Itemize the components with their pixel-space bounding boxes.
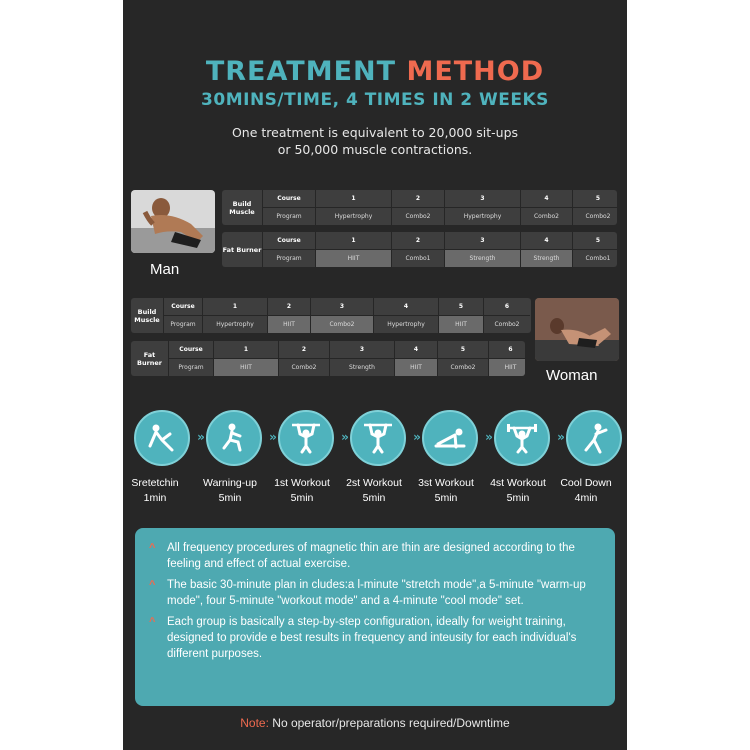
table-cell: 4	[521, 232, 572, 250]
title-part2: METHOD	[406, 56, 545, 87]
chevron-right-icon: »	[485, 430, 493, 444]
woman-build-muscle-table	[131, 298, 531, 333]
table-cell: 1	[214, 341, 278, 359]
table-cell: 4	[374, 298, 438, 316]
footer-text: No operator/preparations required/Downtime	[268, 716, 510, 730]
notes-panel	[135, 528, 615, 706]
title	[123, 56, 627, 87]
chevron-right-icon: »	[269, 430, 277, 444]
subtitle: 30MINS/TIME, 4 TIMES IN 2 WEEKS	[201, 90, 549, 110]
table-cell: Strength	[349, 364, 375, 371]
table-cell: HIIT	[316, 250, 391, 267]
table-cell: Program	[276, 255, 302, 262]
step-label	[267, 476, 337, 506]
stretch-icon	[134, 410, 190, 466]
table-cell: Combo1	[585, 255, 611, 262]
step-time: 5min	[506, 492, 530, 504]
table-cell: 1	[203, 298, 267, 316]
table-cell: Program	[170, 321, 196, 328]
title-part1: TREATMENT	[205, 56, 407, 87]
table-cell: HIIT	[395, 359, 437, 376]
step-name: 2st Workout	[346, 477, 402, 489]
table-cell: 4	[521, 190, 572, 208]
step-label	[483, 476, 553, 506]
table-row-label: Fat Burner	[222, 232, 263, 267]
step-label	[339, 476, 409, 506]
table-cell: 5	[439, 298, 483, 316]
man-photo	[131, 190, 215, 253]
chevron-right-icon: »	[341, 430, 349, 444]
chevron-right-icon: »	[557, 430, 565, 444]
table-cell: 6	[489, 341, 525, 359]
workout-steps	[131, 410, 619, 470]
table-cell: Combo2	[291, 364, 317, 371]
note-text: All frequency procedures of magnetic thin are thin are designed according to the feeling and effect of actual exercise.	[167, 542, 575, 570]
step-time: 4min	[574, 492, 598, 504]
table-row-label: Build Muscle	[131, 298, 164, 333]
table-cell: 5	[438, 341, 488, 359]
intro-line2: or 50,000 muscle contractions.	[277, 142, 473, 157]
table-cell: 3	[445, 190, 520, 208]
table-cell: 2	[268, 298, 310, 316]
table-cell: Strength	[445, 250, 520, 267]
barbell-icon	[494, 410, 550, 466]
table-cell: Hypertrophy	[334, 213, 373, 220]
table-cell: Hypertrophy	[463, 213, 502, 220]
chevron-right-icon: »	[197, 430, 205, 444]
table-cell: Hypertrophy	[387, 321, 425, 328]
table-cell: Combo2	[533, 213, 559, 220]
man-fat-burner-table	[222, 232, 617, 267]
table-cell: 3	[330, 341, 394, 359]
woman-fat-burner-table	[131, 341, 525, 376]
list-item	[149, 577, 601, 609]
woman-photo	[535, 298, 619, 361]
man-build-muscle-table	[222, 190, 617, 225]
table-cell: Combo2	[450, 364, 476, 371]
man-caption: Man	[150, 261, 180, 278]
table-row-label: Fat Burner	[131, 341, 169, 376]
table-cell: HIIT	[489, 359, 525, 376]
table-cell: Combo2	[585, 213, 611, 220]
table-cell: Hypertrophy	[216, 321, 254, 328]
table-cell: 2	[392, 190, 444, 208]
step-time: 5min	[434, 492, 458, 504]
list-item	[149, 540, 601, 572]
table-cell: HIIT	[439, 316, 483, 333]
footer-note	[123, 716, 627, 730]
table-cell: 1	[316, 232, 391, 250]
table-row-label: Build Muscle	[222, 190, 263, 225]
step-name: Warning-up	[203, 477, 257, 489]
chevron-up-icon: ^	[149, 542, 156, 554]
table-cell: Combo2	[311, 316, 373, 333]
table-cell: Program	[178, 364, 204, 371]
step-name: Cool Down	[560, 477, 612, 489]
note-text: The basic 30-minute plan in cludes:a l-minute "stretch mode",a 5-minute "warm-up mode", four 5-minute "workout mode" and a 4-minute "cool mode" set.	[167, 579, 586, 607]
pull-up-icon	[278, 410, 334, 466]
table-cell: Program	[276, 213, 302, 220]
intro	[123, 124, 627, 158]
table-cell: 1	[316, 190, 391, 208]
table-cell: Combo2	[494, 321, 520, 328]
table-cell: 3	[445, 232, 520, 250]
table-cell: 5	[573, 232, 617, 250]
push-up-icon	[422, 410, 478, 466]
chevron-up-icon: ^	[149, 579, 156, 591]
step-time: 1min	[143, 492, 167, 504]
step-label	[411, 476, 481, 506]
table-cell: 2	[279, 341, 329, 359]
table-cell: Course	[169, 341, 213, 359]
table-cell: Strength	[521, 250, 572, 267]
table-cell: Course	[164, 298, 202, 316]
step-time: 5min	[362, 492, 386, 504]
table-cell: HIIT	[268, 316, 310, 333]
step-name: 1st Workout	[274, 477, 330, 489]
step-time: 5min	[290, 492, 314, 504]
poster	[123, 0, 627, 750]
chevron-right-icon: »	[413, 430, 421, 444]
table-cell: 3	[311, 298, 373, 316]
step-name: Sretetchin	[131, 477, 179, 489]
step-time: 5min	[218, 492, 242, 504]
table-cell: Course	[263, 232, 315, 250]
step-name: 3st Workout	[418, 477, 474, 489]
table-cell: Combo1	[405, 255, 431, 262]
warm-up-icon	[206, 410, 262, 466]
table-cell: 2	[392, 232, 444, 250]
list-item	[149, 614, 601, 662]
chevron-up-icon: ^	[149, 616, 156, 628]
table-cell: 6	[484, 298, 530, 316]
table-cell: Course	[263, 190, 315, 208]
table-cell: 5	[573, 190, 617, 208]
woman-caption: Woman	[546, 367, 598, 384]
table-cell: Combo2	[405, 213, 431, 220]
step-name: 4st Workout	[490, 477, 546, 489]
step-label	[123, 476, 190, 506]
note-text: Each group is basically a step-by-step configuration, ideally for weight training, designed to provide e best results in frequency and inteusity for each individual's different purposes.	[167, 616, 577, 660]
table-cell: 4	[395, 341, 437, 359]
intro-line1: One treatment is equivalent to 20,000 sit-ups	[231, 125, 519, 140]
table-cell: HIIT	[214, 359, 278, 376]
step-label	[195, 476, 265, 506]
pull-up-icon	[350, 410, 406, 466]
stretch-icon	[566, 410, 622, 466]
step-label	[551, 476, 621, 506]
footer-label: Note:	[240, 716, 269, 730]
